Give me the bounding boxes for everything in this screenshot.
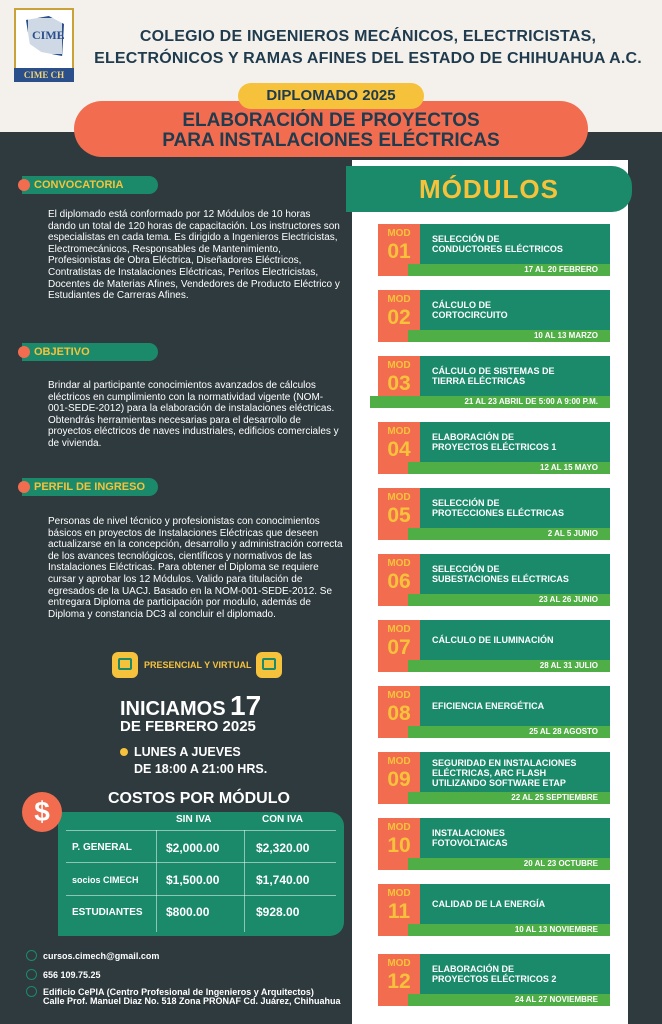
costs-title: COSTOS POR MÓDULO — [108, 790, 290, 807]
mod-number: 09 — [387, 768, 411, 791]
contact-email[interactable]: cursos.cimech@gmail.com — [26, 950, 159, 961]
module-09 — [378, 752, 610, 804]
college-line-2: ELECTRÓNICOS Y RAMAS AFINES DEL ESTADO DE CHIHUAHUA A.C. — [94, 50, 642, 67]
row-label: P. GENERAL — [72, 842, 132, 853]
start-month: DE FEBRERO 2025 — [120, 718, 256, 735]
mod-label: MOD — [387, 958, 411, 969]
mod-number: 10 — [387, 834, 411, 857]
mod-name: FOTOVOLTAICAS — [432, 838, 508, 848]
col-sin-iva: SIN IVA — [176, 814, 212, 825]
mod-number: 06 — [387, 570, 411, 593]
college-name — [88, 26, 648, 70]
mod-date: 24 AL 27 NOVIEMBRE — [408, 994, 610, 1006]
mod-name: ELABORACIÓN DE — [432, 432, 515, 442]
mod-name: CÁLCULO DE — [432, 300, 491, 310]
mod-number: 01 — [387, 240, 411, 263]
divider — [244, 830, 245, 932]
mod-date: 22 AL 25 SEPTIEMBRE — [408, 792, 610, 804]
mod-number: 05 — [387, 504, 411, 527]
module-03 — [378, 356, 610, 408]
location-icon — [26, 986, 37, 997]
price-sin: $1,500.00 — [166, 873, 220, 887]
mod-label: MOD — [387, 294, 411, 305]
module-05 — [378, 488, 610, 540]
module-01 — [378, 224, 610, 276]
mod-name: PROTECCIONES ELÉCTRICAS — [432, 508, 565, 518]
divider — [66, 862, 336, 863]
mod-name: CÁLCULO DE ILUMINACIÓN — [432, 635, 554, 645]
mod-date: 17 AL 20 FEBRERO — [408, 264, 610, 276]
email-icon — [26, 950, 37, 961]
mod-name: UTILIZANDO SOFTWARE ETAP — [432, 778, 566, 788]
module-04 — [378, 422, 610, 474]
mod-name: ELÉCTRICAS, ARC FLASH — [432, 768, 547, 778]
perfil-text: Personas de nivel técnico y profesionistas con conocimientos básicos en proyectos de Instalaciones Eléctricas que deseen actualizarse en la concepción, desarrollo y administración correcta de los avances tecnológicos, científicos y normativos de las Instalaciones Eléctricas. Para obtener el Diploma se requiere cursar y aprobar los 12 Módulos. Valido para titulación de egresados de la UACJ. Basado en la NOM-001-SEDE-2012. Se entregara Diploma de participación por modulo, además de Diploma y constancia DC3 al concluir el diplomado. — [48, 516, 343, 620]
mod-name: CORTOCIRCUITO — [432, 310, 508, 320]
mod-label: MOD — [387, 558, 411, 569]
row-label: socios CIMECH — [72, 875, 139, 885]
mod-name: PROYECTOS ELÉCTRICOS 2 — [432, 974, 557, 984]
mod-name: TIERRA ELÉCTRICAS — [432, 376, 526, 386]
row-label: ESTUDIANTES — [72, 907, 143, 918]
logo-mark: CIME — [32, 28, 65, 42]
title-line-2: PARA INSTALACIONES ELÉCTRICAS — [162, 130, 500, 151]
mod-label: MOD — [387, 822, 411, 833]
mod-date: 10 AL 13 MARZO — [408, 330, 610, 342]
modality-text: PRESENCIAL Y VIRTUAL — [144, 660, 252, 670]
mod-label: MOD — [387, 624, 411, 635]
cimech-logo — [14, 8, 74, 82]
mod-label: MOD — [387, 228, 411, 239]
module-12 — [378, 954, 610, 1006]
mod-label: MOD — [387, 888, 411, 899]
mod-date: 10 AL 13 NOVIEMBRE — [408, 924, 610, 936]
schedule-days: LUNES A JUEVES — [134, 745, 241, 759]
module-11 — [378, 884, 610, 936]
divider — [66, 830, 336, 831]
mod-date: 20 AL 23 OCTUBRE — [408, 858, 610, 870]
start-day: 17 — [230, 690, 262, 721]
convocatoria-label: CONVOCATORIA — [22, 176, 158, 194]
modules-title: MÓDULOS — [346, 166, 632, 212]
divider — [156, 830, 157, 932]
module-02 — [378, 290, 610, 342]
mod-name: SELECCIÓN DE — [432, 564, 500, 574]
mod-name: EFICIENCIA ENERGÉTICA — [432, 701, 545, 711]
objetivo-label: OBJETIVO — [22, 343, 158, 361]
mod-name: SELECCIÓN DE — [432, 234, 500, 244]
price-con: $928.00 — [256, 905, 300, 919]
mod-name: SELECCIÓN DE — [432, 498, 500, 508]
mod-date: 25 AL 28 AGOSTO — [408, 726, 610, 738]
mod-number: 04 — [387, 438, 411, 461]
mod-name: SUBESTACIONES ELÉCTRICAS — [432, 574, 569, 584]
mod-name: PROYECTOS ELÉCTRICOS 1 — [432, 442, 557, 452]
dollar-icon: $ — [22, 792, 62, 832]
mod-name: SEGURIDAD EN INSTALACIONES — [432, 758, 577, 768]
presencial-icon — [112, 652, 138, 678]
mod-date: 21 AL 23 ABRIL DE 5:00 A 9:00 P.M. — [370, 396, 610, 408]
schedule-hours: DE 18:00 A 21:00 HRS. — [134, 762, 268, 776]
module-06 — [378, 554, 610, 606]
mod-name: CONDUCTORES ELÉCTRICOS — [432, 244, 563, 254]
module-08 — [378, 686, 610, 738]
logo-text: CIME CH — [14, 68, 74, 82]
mod-label: MOD — [387, 360, 411, 371]
contact-address-line2: Calle Prof. Manuel Diaz No. 518 Zona PRONAF Cd. Juárez, Chihuahua — [43, 996, 341, 1006]
mod-label: MOD — [387, 756, 411, 767]
convocatoria-text: El diplomado está conformado por 12 Módulos de 10 horas dando un total de 120 horas de capacitación. Los instructores son especialistas en cada tema. Es dirigido a Ingenieros Electricistas, Electromecánicos, Responsables de Mantenimiento, Profesionistas de Obra Eléctrica, Diseñadores Eléctricos, Contratistas de Instalaciones Eléctricas, Peritos Electricistas, Docentes de Materias Afines, Vendedores de Producto Eléctrico y Estudiantes de Carreras Afines. — [48, 209, 340, 302]
col-con-iva: CON IVA — [262, 814, 303, 825]
mod-number: 11 — [387, 900, 411, 923]
mod-date: 28 AL 31 JULIO — [408, 660, 610, 672]
title-line-1: ELABORACIÓN DE PROYECTOS — [182, 110, 480, 131]
price-con: $1,740.00 — [256, 873, 310, 887]
mod-number: 07 — [387, 636, 411, 659]
laptop-icon — [256, 652, 282, 678]
college-line-1: COLEGIO DE INGENIEROS MECÁNICOS, ELECTRICISTAS, — [139, 28, 597, 45]
mod-number: 08 — [387, 702, 411, 725]
mod-label: MOD — [387, 690, 411, 701]
objetivo-text: Brindar al participante conocimientos avanzados de cálculos eléctricos en cumplimiento con la normatividad vigente (NOM-001-SEDE-2012) para la elaboración de instalaciones eléctricas. Obtendrás herramientas necesarias para el desarrollo de proyectos eléctricos de naves industriales, edificios comerciales y de vivienda. — [48, 380, 339, 449]
divider — [66, 895, 336, 896]
bullet-icon — [120, 748, 128, 756]
mod-date: 23 AL 26 JUNIO — [408, 594, 610, 606]
schedule — [134, 744, 267, 778]
mod-number: 12 — [387, 970, 411, 993]
contact-phone[interactable]: 656 109.75.25 — [26, 969, 101, 980]
mod-number: 03 — [387, 372, 411, 395]
mod-name: CALIDAD DE LA ENERGÍA — [432, 899, 546, 909]
modality — [112, 652, 282, 682]
diplomado-badge: DIPLOMADO 2025 — [238, 83, 424, 109]
mod-name: INSTALACIONES — [432, 828, 505, 838]
mod-name: CÁLCULO DE SISTEMAS DE — [432, 366, 555, 376]
mod-number: 02 — [387, 306, 411, 329]
price-sin: $2,000.00 — [166, 841, 220, 855]
whatsapp-icon — [26, 969, 37, 980]
price-con: $2,320.00 — [256, 841, 310, 855]
price-sin: $800.00 — [166, 905, 210, 919]
mod-date: 12 AL 15 MAYO — [408, 462, 610, 474]
mod-label: MOD — [387, 492, 411, 503]
contact-address: Edificio CePIA (Centro Profesional de Ingenieros y Arquitectos) — [26, 986, 314, 997]
mod-label: MOD — [387, 426, 411, 437]
page-title — [74, 101, 588, 157]
mod-name: ELABORACIÓN DE — [432, 964, 515, 974]
module-10 — [378, 818, 610, 870]
costs-table — [58, 812, 344, 936]
mod-date: 2 AL 5 JUNIO — [408, 528, 610, 540]
module-07 — [378, 620, 610, 672]
start-label: INICIAMOS — [120, 698, 226, 720]
perfil-label: PERFIL DE INGRESO — [22, 478, 158, 496]
start-date — [120, 690, 261, 735]
